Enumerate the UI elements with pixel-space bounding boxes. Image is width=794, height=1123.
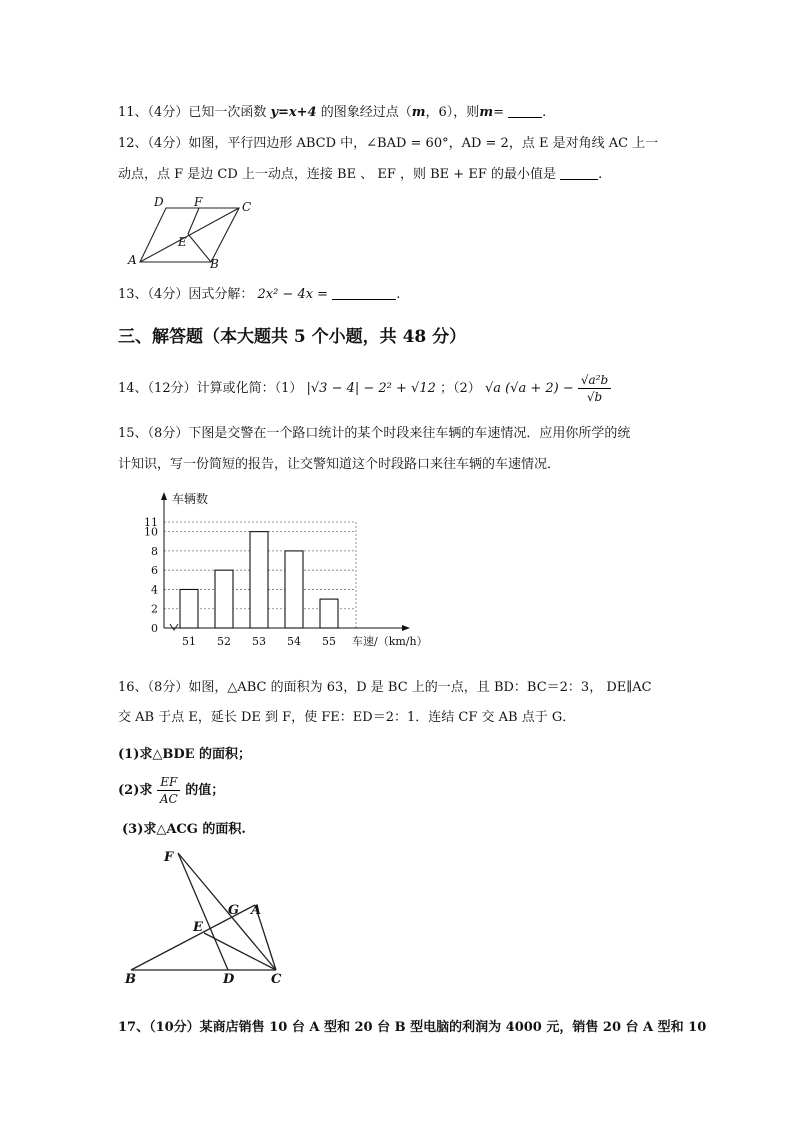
q11-pt-x: m xyxy=(411,105,426,120)
label-e2: E xyxy=(193,920,203,935)
q12-answer-blank[interactable] xyxy=(560,165,598,180)
axis-break xyxy=(170,624,178,630)
q11-expr: y=x+4 xyxy=(270,105,317,120)
x-tick-label: 53 xyxy=(252,635,266,648)
q12-line1: 12、（4分）如图，平行四边形 ABCD 中，∠BAD = 60°，AD = 2，点 E 是对角线 AC 上一 xyxy=(118,136,659,151)
q16-sub3: (3)求△ACG 的面积. xyxy=(122,822,246,837)
q16-sub2-fraction xyxy=(157,774,181,807)
q14-fraction xyxy=(578,372,611,405)
q16-sub2-den: AC xyxy=(159,792,178,806)
label-a: A xyxy=(128,253,137,267)
q11-answer-blank[interactable] xyxy=(508,103,542,118)
q11-text-c: ，6），则 xyxy=(425,105,480,120)
q16-sub2 xyxy=(118,773,224,809)
label-b: B xyxy=(210,257,219,270)
chart-xlabel: 车速/（km/h） xyxy=(352,635,428,648)
y-tick-label: 0 xyxy=(151,622,158,635)
y-tick-label: 6 xyxy=(151,564,158,578)
chart-bars xyxy=(180,532,338,628)
q14-frac-num: √a²b xyxy=(578,372,611,389)
chart-xticks xyxy=(182,635,336,648)
q13-answer-blank[interactable] xyxy=(332,285,396,300)
q16-sub2-b: 的值； xyxy=(185,783,225,798)
y-tick-label: 11 xyxy=(144,516,158,529)
q11-text-d: = xyxy=(493,105,504,120)
segment-fc xyxy=(178,853,276,970)
q13-expr: 2x² − 4x = xyxy=(257,287,329,302)
y-tick-label: 10 xyxy=(144,525,158,539)
q16-sub1: (1)求△BDE 的面积； xyxy=(118,747,252,762)
label-a2: A xyxy=(251,903,262,918)
segment-be xyxy=(188,234,211,262)
x-tick-label: 54 xyxy=(287,635,301,648)
q14-part1: |√3 − 4| − 2² + √12 xyxy=(306,381,436,396)
label-e: E xyxy=(178,235,187,249)
label-g: G xyxy=(228,903,240,918)
q11-var-m: m xyxy=(479,105,494,120)
q17-line1: 17、（10分）某商店销售 10 台 A 型和 20 台 B 型电脑的利润为 4000 元，销售 20 台 A 型和 10 xyxy=(118,1020,707,1035)
x-tick-label: 51 xyxy=(182,635,196,648)
bar-54 xyxy=(285,551,303,628)
q15-line2: 计知识，写一份简短的报告，让交警知道这个时段路口来往车辆的车速情况． xyxy=(118,457,561,472)
q16-sub2-a: (2)求 xyxy=(118,783,153,798)
q14-frac-den: √b xyxy=(586,390,603,404)
label-d2: D xyxy=(223,972,235,987)
chart-yticks xyxy=(144,516,158,635)
label-c2: C xyxy=(271,972,282,987)
segment-fd xyxy=(178,853,228,970)
q11-end: . xyxy=(542,105,547,120)
q16-line2: 交 AB 于点 E，延长 DE 到 F，使 FE：ED＝2：1．连结 CF 交 AB 点于 G． xyxy=(118,710,576,725)
question-12-line2 xyxy=(118,165,602,185)
bar-51 xyxy=(180,589,198,628)
label-c: C xyxy=(242,200,252,214)
question-11 xyxy=(118,103,546,123)
q15-line1: 15、（8分）下图是交警在一个路口统计的某个时段来往车辆的车速情况．应用你所学的统 xyxy=(118,426,631,441)
q12-end: . xyxy=(598,167,603,182)
chart-ylabel: 车辆数 xyxy=(172,492,209,506)
y-tick-label: 8 xyxy=(151,544,158,558)
question-14 xyxy=(118,372,611,405)
y-axis-arrow xyxy=(161,492,167,500)
q14-part2: √a (√a + 2) − xyxy=(484,381,574,396)
bar-55 xyxy=(320,599,338,628)
q16-line1: 16、（8分）如图，△ABC 的面积为 63，D 是 BC 上的一点，且 BD：BC＝2：3， DE∥AC xyxy=(118,680,652,695)
parallelogram-figure xyxy=(122,194,262,270)
q13-end: . xyxy=(396,287,401,302)
x-tick-label: 52 xyxy=(217,635,231,648)
q14-text-a: 14、（12分）计算或化简：（1） xyxy=(118,381,303,396)
bar-53 xyxy=(250,532,268,628)
q12-line2-text: 动点，点 F 是边 CD 上一动点，连接 BE 、 EF ，则 BE + EF 的最小值是 xyxy=(118,167,556,182)
speed-bar-chart xyxy=(138,488,448,652)
label-d: D xyxy=(154,195,164,209)
y-tick-label: 4 xyxy=(151,583,158,597)
x-axis-arrow xyxy=(402,625,410,631)
bar-52 xyxy=(215,570,233,628)
triangle-figure xyxy=(120,845,300,987)
y-tick-label: 2 xyxy=(151,602,158,616)
section-title: 三、解答题（本大题共 5 个小题，共 48 分） xyxy=(118,327,467,347)
q14-sep: ；（2） xyxy=(440,381,481,396)
label-f2: F xyxy=(164,850,174,865)
q11-text-b: 的图象经过点（ xyxy=(320,105,412,120)
label-f: F xyxy=(194,195,203,209)
q13-text-a: 13、（4分）因式分解： xyxy=(118,287,254,302)
x-tick-label: 55 xyxy=(322,635,336,648)
question-13 xyxy=(118,285,400,305)
q11-text-a: 11、（4分）已知一次函数 xyxy=(118,105,267,120)
label-b2: B xyxy=(125,972,136,987)
q16-sub2-num: EF xyxy=(157,774,180,791)
